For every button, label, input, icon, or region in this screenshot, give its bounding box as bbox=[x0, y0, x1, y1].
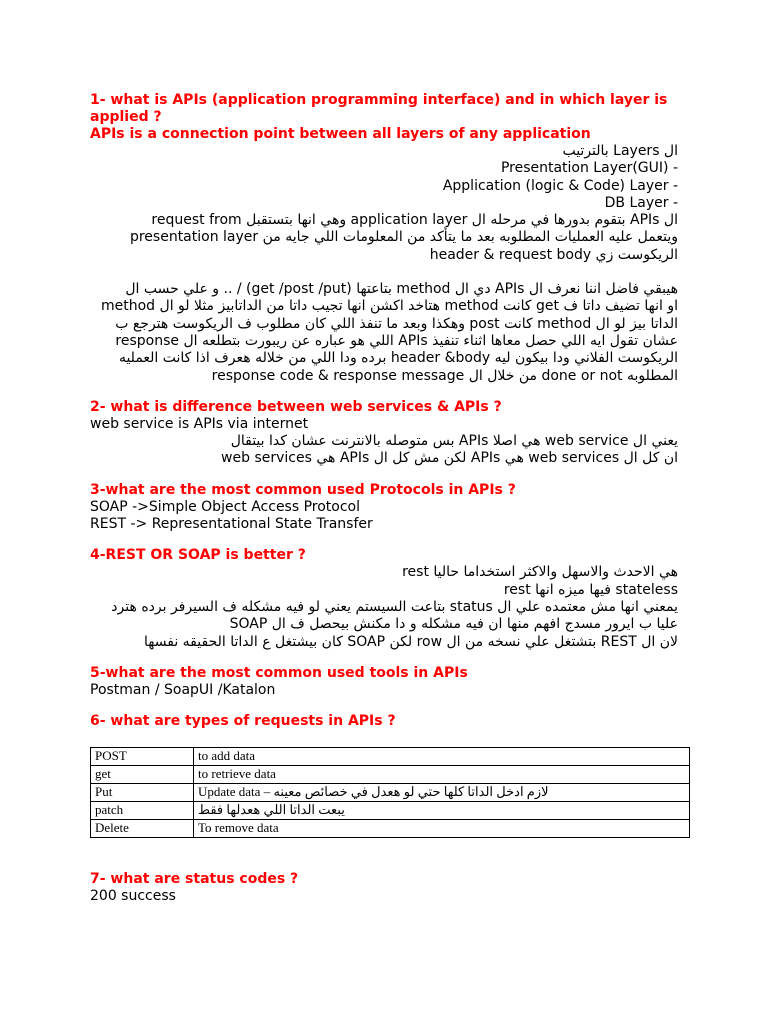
layer-item: DB Layer - bbox=[604, 194, 678, 211]
document-content bbox=[90, 92, 678, 905]
paragraph-line: المطلوبه done or not من خلال ال response code & response message bbox=[211, 367, 678, 384]
paragraph-line: الريكوست الفلاني ودا بيكون ليه header &body برده ودا اللي من خلاله هعرف اذا كانت العمليه bbox=[118, 350, 678, 367]
answer-7: 200 success bbox=[90, 888, 176, 905]
table-row bbox=[91, 784, 690, 802]
question-3: 3-what are the most common used Protocols in APIs ? bbox=[90, 481, 516, 498]
question-5: 5-what are the most common used tools in APIs bbox=[90, 664, 468, 681]
layer-item: Presentation Layer(GUI) - bbox=[500, 160, 678, 177]
paragraph-line: ال APIs بتقوم بدورها في مرحله ال application layer وهي انها بتستقبل request from bbox=[151, 212, 678, 229]
paragraph-line: الريكوست زي header & request body bbox=[429, 246, 678, 263]
method-cell: POST bbox=[91, 748, 194, 766]
paragraph-line: rest فيها ميزه انها stateless bbox=[503, 581, 678, 598]
paragraph-line: الداتا بيز لو ال method كانت post وهكذا وبعد ما تنفذ اللي كان مطلوب ف الريكوست هترجع ب bbox=[115, 315, 678, 332]
layers-title: ال Layers بالترتيب bbox=[562, 143, 678, 159]
paragraph-line: presentation layer ويتعمل عليه العمليات المطلوبه بعد ما يتأكد من المعلومات اللي جايه من bbox=[129, 229, 678, 246]
question-7: 7- what are status codes ? bbox=[90, 871, 299, 888]
paragraph-line: لان ال REST بتشتغل علي نسخه من ال row لكن SOAP كان بيشتغل ع الداتا الحقيقه نفسها bbox=[144, 633, 678, 650]
method-cell: get bbox=[91, 766, 194, 784]
method-cell: patch bbox=[91, 802, 194, 820]
description-cell: To remove data bbox=[194, 820, 690, 838]
protocol-line: REST -> Representational State Transfer bbox=[90, 516, 373, 533]
question-1: 1- what is APIs (application programming interface) and in which layer is applied ? bbox=[90, 92, 668, 125]
question-2: 2- what is difference between web services & APIs ? bbox=[90, 398, 502, 415]
method-cell: Put bbox=[91, 784, 194, 802]
question-4: 4-REST OR SOAP is better ? bbox=[90, 547, 306, 564]
layer-item: Application (logic & Code) Layer - bbox=[442, 177, 678, 194]
paragraph-line: rest هي الاحدث والاسهل والاكثر استخداما حاليا bbox=[402, 564, 678, 581]
table-row bbox=[91, 820, 690, 838]
table-row bbox=[91, 766, 690, 784]
paragraph-line: يعني ال web service هي اصلا APIs بس متوصله بالانترنت عشان كدا بيتقال bbox=[230, 433, 678, 450]
description-cell: Update data – لازم ادخل الداتا كلها حتي لو هعدل في خصائص معينه bbox=[194, 784, 690, 802]
table-row bbox=[91, 802, 690, 820]
method-cell: Delete bbox=[91, 820, 194, 838]
question-6: 6- what are types of requests in APIs ? bbox=[90, 713, 396, 730]
answer-2: web service is APIs via internet bbox=[90, 415, 309, 432]
answer-1: APIs is a connection point between all layers of any application bbox=[90, 126, 591, 142]
protocol-line: SOAP ->Simple Object Access Protocol bbox=[90, 498, 361, 515]
paragraph-line: method هتاخد اكشن انها تجيب داتا من الداتابيز مثلا لو ال method كانت get او انها تضيف داتا ف bbox=[101, 298, 678, 315]
paragraph-line: response اللي هو عباره عن ريبورت بتطلعه ال APIs عشان تقول ايه اللي حصل معاها اثناء تنفيذ bbox=[115, 332, 678, 349]
answer-5: Postman / SoapUI /Katalon bbox=[90, 681, 276, 698]
description-cell: to retrieve data bbox=[194, 766, 690, 784]
paragraph-line: عليا ب ايرور مسدج افهم منها ان فيه مشكله و دا مكنش بيحصل ف ال SOAP bbox=[229, 616, 678, 633]
description-cell: يبعت الداتا اللي هعدلها فقط bbox=[194, 802, 690, 820]
request-types-table bbox=[90, 747, 690, 838]
table-row bbox=[91, 748, 690, 766]
paragraph-line: ان كل ال web services هي APIs لكن مش كل ال APIs هي web services bbox=[221, 450, 678, 467]
paragraph-line: هيبقي فاضل اننا نعرف ال APIs دي ال method بتاعتها (get /post /put) / .. و علي حسب ال bbox=[125, 281, 678, 298]
description-cell: to add data bbox=[194, 748, 690, 766]
paragraph-line: يمعني انها مش معتمده علي ال status بتاعت السيستم يعني لو فيه مشكله ف السيرفر برده هترد bbox=[111, 598, 678, 615]
